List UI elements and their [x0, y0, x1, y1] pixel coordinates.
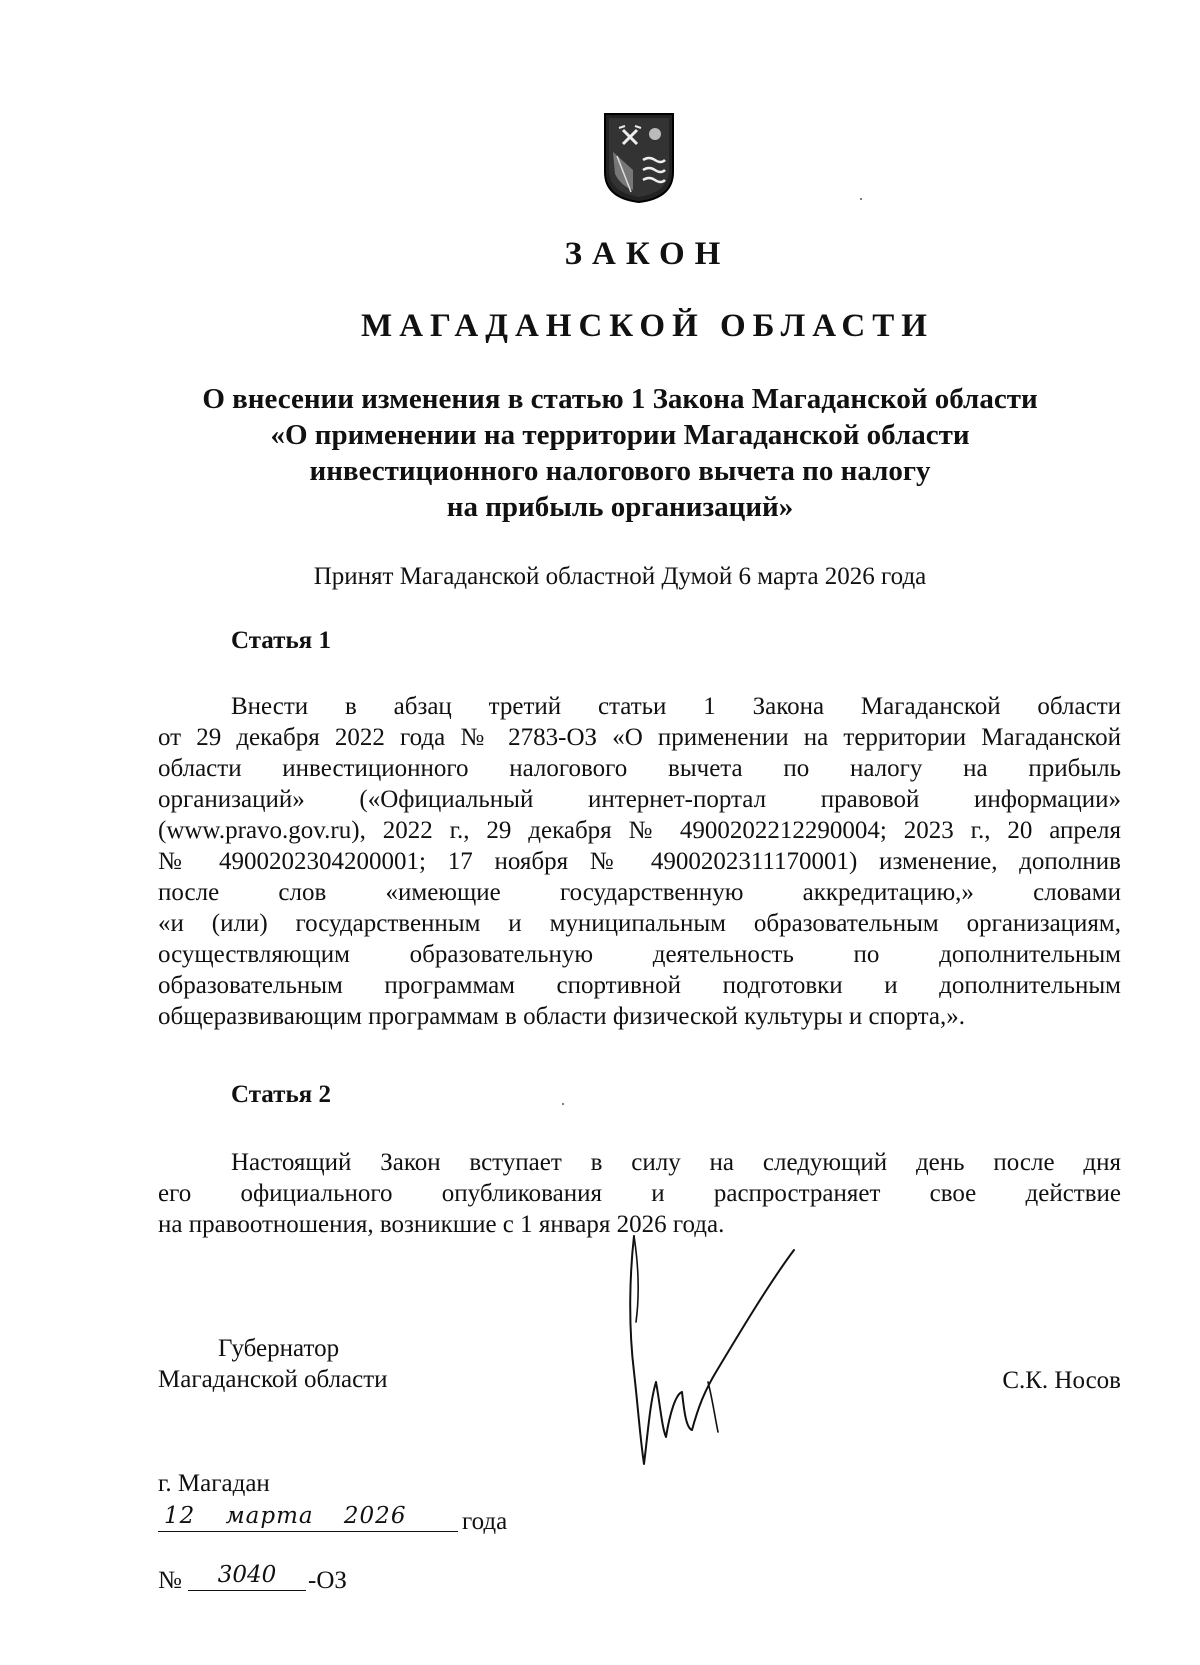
scan-speck [562, 1103, 564, 1105]
text-line: после слов «имеющие государственную аккредитацию,» словами [158, 879, 1121, 906]
text-line: общеразвивающим программам в области физической культуры и спорта,». [158, 1003, 965, 1030]
magadan-coat-of-arms-icon [603, 112, 675, 204]
text-line: Внести в абзац третий статьи 1 Закона Магаданской области [231, 693, 1121, 720]
handwritten-signature [620, 1232, 820, 1472]
text-line: (www.pravo.gov.ru), 2022 г., 29 декабря № 4900202212290004; 2023 г., 20 апреля [158, 817, 1121, 844]
text-line: образовательным программам спортивной подготовки и дополнительным [158, 972, 1121, 999]
text-line: № 4900202304200001; 17 ноября № 4900202311170001) изменение, дополнив [158, 848, 1121, 875]
document-heading [170, 381, 1070, 525]
governor-title [158, 1333, 388, 1395]
handwritten-date: 12 марта 2026 [158, 1502, 458, 1532]
text-line: его официального опубликования и распространяет свое действие [158, 1180, 1121, 1207]
heading-line: «О применении на территории Магаданской области [270, 419, 970, 451]
heading-line: О внесении изменения в статью 1 Закона Магаданской области [202, 383, 1038, 415]
governor-name: С.К. Носов [1002, 1367, 1121, 1394]
article-1-text [158, 691, 1121, 1032]
number-sign: № [158, 1567, 182, 1594]
article-2-heading: Статья 2 [231, 1081, 331, 1108]
text-line: области инвестиционного налогового вычета по налогу на прибыль [158, 755, 1121, 782]
article-1-heading: Статья 1 [231, 627, 331, 654]
text-line: организаций» («Официальный интернет-портал правовой информации» [158, 786, 1121, 813]
text-line: «и (или) государственным и муниципальным образовательным организациям, [158, 910, 1121, 937]
region-title: МАГАДАНСКОЙ ОБЛАСТИ [361, 308, 934, 344]
text-line: Настоящий Закон вступает в силу на следующий день после дня [231, 1149, 1121, 1176]
number-suffix: -ОЗ [308, 1567, 347, 1594]
heading-line: инвестиционного налогового вычета по налогу [309, 455, 931, 487]
governor-title-line: Магаданской области [158, 1366, 388, 1393]
text-line: от 29 декабря 2022 года № 2783-ОЗ «О применении на территории Магаданской [158, 724, 1121, 751]
city: г. Магадан [158, 1470, 270, 1497]
text-line: на правоотношения, возникшие с 1 января 2026 года. [158, 1211, 725, 1238]
adoption-note: Принят Магаданской областной Думой 6 марта 2026 года [313, 563, 927, 590]
date-suffix: года [462, 1508, 508, 1535]
article-2-text [158, 1147, 1121, 1240]
handwritten-number: 3040 [188, 1561, 306, 1591]
law-title: ЗАКОН [564, 236, 731, 272]
heading-line: на прибыль организаций» [446, 491, 794, 523]
scan-speck [860, 198, 862, 200]
text-line: осуществляющим образовательную деятельность по дополнительным [158, 941, 1121, 968]
governor-title-line: Губернатор [218, 1335, 340, 1362]
